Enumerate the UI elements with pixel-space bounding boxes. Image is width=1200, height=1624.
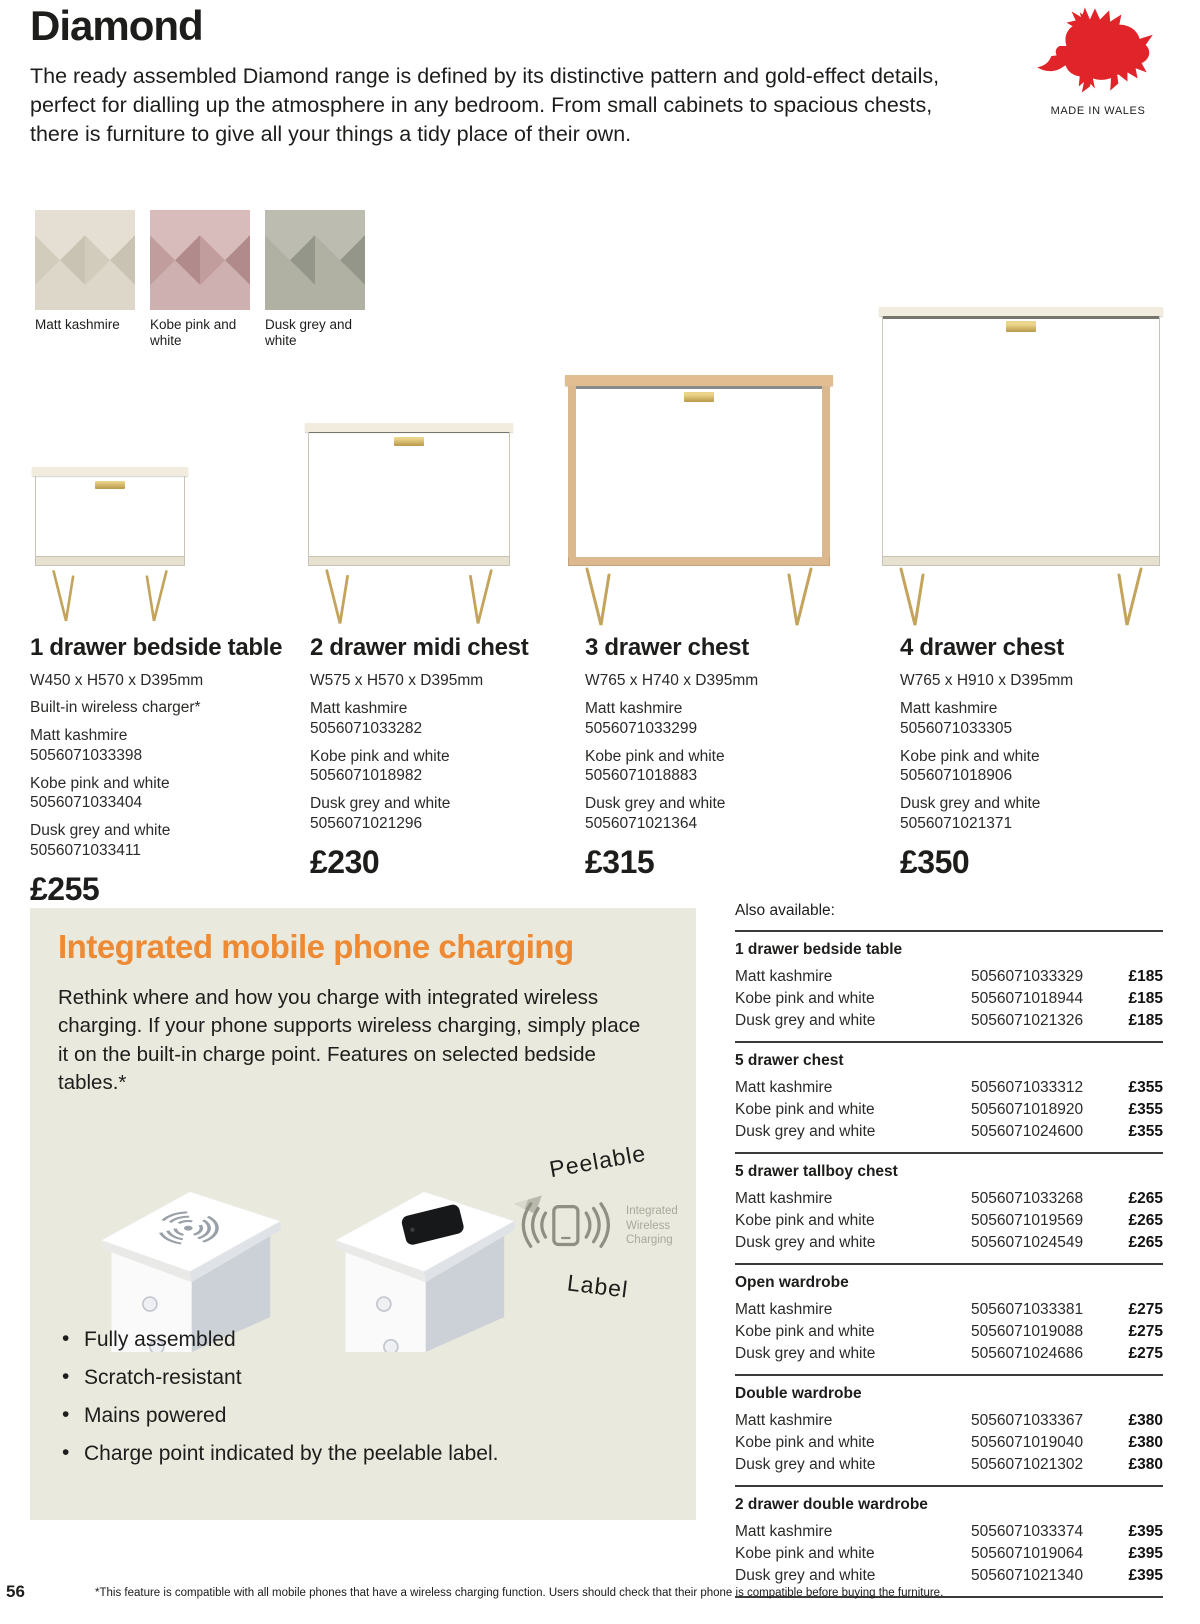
product-dimensions: W765 x H910 x D395mm [900, 672, 1074, 689]
product-details-midi-chest [310, 634, 570, 881]
product-price: £255 [30, 870, 100, 907]
product-details-bedside-table [30, 634, 302, 908]
table-row: Kobe pink and white 5056071018920 £355 [735, 1101, 1163, 1118]
intro-text: The ready assembled Diamond range is defined by its distinctive pattern and gold-effect details, perfect for dialling up the atmosphere in any bedroom. From small cabinets to spacious chests, there is furniture to give all your things a tidy place of their own. [30, 64, 940, 147]
table-row: Matt kashmire 5056071033381 £275 [735, 1301, 1163, 1318]
also-available-group: 1 drawer bedside table Matt kashmire 5056071033329 £185 Kobe pink and white 5056071018944 £185 Dusk grey and white 5056071021326 £185 [735, 930, 1163, 1041]
page-title: Diamond [30, 2, 203, 49]
bedside-table-phone-image [319, 1134, 529, 1352]
table-row: Matt kashmire 5056071033268 £265 [735, 1190, 1163, 1207]
product-variant: Dusk grey and white 5056071021371 [900, 795, 1041, 833]
product-price: £350 [900, 843, 970, 880]
also-available-section [735, 902, 1163, 1598]
peelable-text: Peelable [547, 1139, 649, 1183]
table-row: Dusk grey and white 5056071024600 £355 [735, 1123, 1163, 1140]
product-dimensions: W765 x H740 x D395mm [585, 672, 759, 689]
product-name: 1 drawer bedside table [30, 634, 283, 661]
welsh-dragon-icon [1032, 2, 1164, 98]
drawer [576, 388, 822, 389]
swatch-image-grey [265, 210, 365, 310]
swatch-label: Kobe pink and white [150, 317, 237, 349]
page-number: 56 [6, 1582, 25, 1601]
table-row: Kobe pink and white 5056071019040 £380 [735, 1434, 1163, 1451]
product-details-4-drawer-chest [900, 634, 1180, 881]
product-price: £230 [310, 843, 380, 880]
product-variant: Dusk grey and white 5056071021296 [310, 795, 451, 833]
table-row: Matt kashmire 5056071033312 £355 [735, 1079, 1163, 1096]
made-in-wales-label: MADE IN WALES [1050, 105, 1146, 117]
table-row: Dusk grey and white 5056071021340 £395 [735, 1567, 1163, 1584]
product-price: £315 [585, 843, 655, 880]
peelable-label-callout [508, 1139, 688, 1303]
product-images [0, 300, 1200, 630]
label-text: Label [566, 1269, 631, 1303]
product-variant: Matt kashmire 5056071033305 [900, 700, 1013, 737]
product-variant: Dusk grey and white 5056071033411 [30, 822, 171, 860]
table-row: Dusk grey and white 5056071024549 £265 [735, 1234, 1163, 1251]
product-variant: Dusk grey and white 5056071021364 [585, 795, 726, 833]
bedside-table-image [35, 467, 185, 630]
hairpin-legs [882, 566, 1160, 630]
crystal-knob [377, 1297, 391, 1311]
product-name: 2 drawer midi chest [310, 634, 529, 661]
table-row: Matt kashmire 5056071033367 £380 [735, 1412, 1163, 1429]
table-row: Kobe pink and white 5056071019569 £265 [735, 1212, 1163, 1229]
bedside-table-wireless-spot-image [85, 1134, 295, 1352]
hairpin-legs [568, 566, 830, 630]
table-row: Matt kashmire 5056071033374 £395 [735, 1523, 1163, 1540]
table-row: Dusk grey and white 5056071021326 £185 [735, 1012, 1163, 1029]
swatch-label: Dusk grey and white [265, 317, 353, 349]
also-available-group: Open wardrobe Matt kashmire 5056071033381 £275 Kobe pink and white 5056071019088 £275 Dusk grey and white 5056071024686 £275 [735, 1263, 1163, 1374]
product-dimensions: W575 x H570 x D395mm [310, 672, 484, 689]
midi-chest-image [308, 423, 510, 630]
drawer [309, 432, 509, 433]
gold-handle [95, 481, 125, 489]
also-available-heading: Also available: [735, 902, 835, 919]
badge-text: Integrated Wireless Charging [626, 1204, 678, 1247]
four-drawer-chest-image [882, 307, 1160, 630]
charging-feature-panel [30, 908, 696, 1520]
bullet-item: • Charge point indicated by the peelable label. [58, 1442, 498, 1466]
also-available-group: 5 drawer tallboy chest Matt kashmire 5056071033268 £265 Kobe pink and white 5056071019569 £265 Dusk grey and white 5056071024549 £265 [735, 1152, 1163, 1263]
crystal-knob [143, 1297, 157, 1311]
bullet-item: • Fully assembled [58, 1328, 498, 1352]
product-variant: Matt kashmire 5056071033299 [585, 700, 698, 737]
product-variant: Matt kashmire 5056071033282 [310, 700, 423, 737]
swatch-label: Matt kashmire [35, 317, 120, 332]
chest-top [32, 467, 188, 476]
table-row: Dusk grey and white 5056071024686 £275 [735, 1345, 1163, 1362]
bullet-item: • Scratch-resistant [58, 1366, 498, 1390]
table-row: Kobe pink and white 5056071019088 £275 [735, 1323, 1163, 1340]
hairpin-legs [308, 566, 510, 630]
product-details-3-drawer-chest [585, 634, 875, 881]
product-variant: Matt kashmire 5056071033398 [30, 727, 143, 764]
integrated-wireless-charging-icon [508, 1189, 620, 1263]
product-dimensions: W450 x H570 x D395mm [30, 672, 204, 689]
three-drawer-chest-image [568, 375, 830, 630]
charging-body-text: Rethink where and how you charge with integrated wireless charging. If your phone supports wireless charging, simply place it on the built-in charge point. Features on selected bedside tables.* [58, 986, 641, 1094]
swatch-image-kashmire [35, 210, 135, 310]
product-variant: Kobe pink and white 5056071033404 [30, 774, 170, 812]
hairpin-legs [35, 566, 185, 630]
charging-images [85, 1134, 529, 1352]
product-name: 4 drawer chest [900, 634, 1064, 661]
table-row: Kobe pink and white 5056071018944 £185 [735, 990, 1163, 1007]
feature-bullets [58, 1328, 498, 1480]
drawer [883, 318, 1159, 319]
also-available-group: 2 drawer double wardrobe Matt kashmire 5056071033374 £395 Kobe pink and white 5056071019064 £395 Dusk grey and white 5056071021340 £395 [735, 1485, 1163, 1598]
product-name: 3 drawer chest [585, 634, 749, 661]
product-variant: Kobe pink and white 5056071018883 [585, 747, 725, 785]
charging-heading: Integrated mobile phone charging [58, 928, 574, 965]
table-row: Kobe pink and white 5056071019064 £395 [735, 1545, 1163, 1562]
made-in-wales-badge [1030, 2, 1166, 117]
product-variant: Kobe pink and white 5056071018906 [900, 747, 1040, 785]
table-row: Dusk grey and white 5056071021302 £380 [735, 1456, 1163, 1473]
also-available-group: Double wardrobe Matt kashmire 5056071033367 £380 Kobe pink and white 5056071019040 £380 Dusk grey and white 5056071021302 £380 [735, 1374, 1163, 1485]
bullet-item: • Mains powered [58, 1404, 498, 1428]
also-available-group: 5 drawer chest Matt kashmire 5056071033312 £355 Kobe pink and white 5056071018920 £355 Dusk grey and white 5056071024600 £355 [735, 1041, 1163, 1152]
table-row: Matt kashmire 5056071033329 £185 [735, 968, 1163, 985]
footnote-text: *This feature is compatible with all mobile phones that have a wireless charging function. Users should check that their phone is compatible before buying the furniture. [95, 1587, 944, 1599]
swatch-image-pink [150, 210, 250, 310]
product-feature: Built-in wireless charger* [30, 699, 201, 716]
product-variant: Kobe pink and white 5056071018982 [310, 747, 450, 785]
